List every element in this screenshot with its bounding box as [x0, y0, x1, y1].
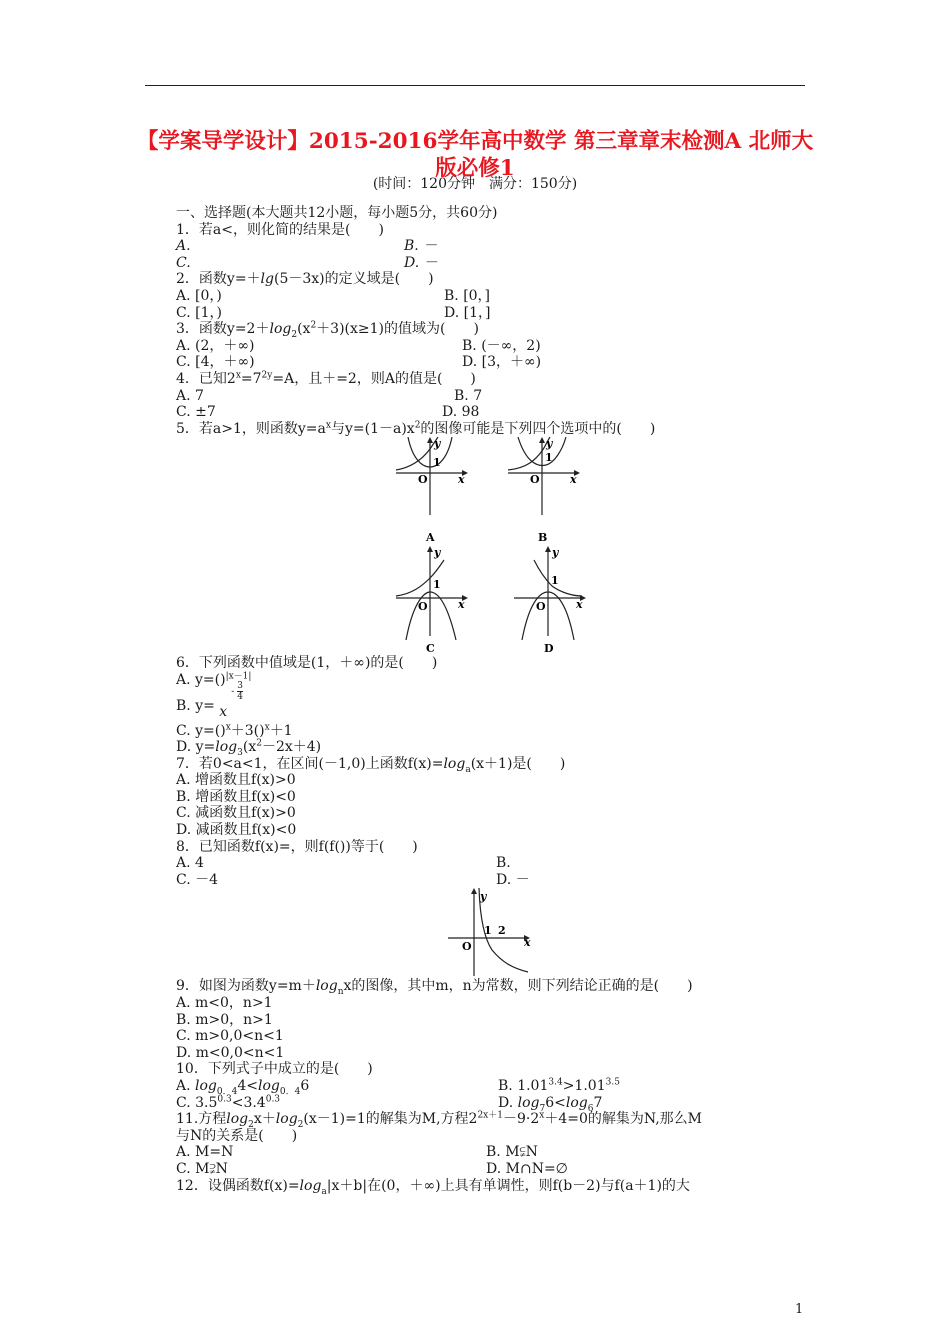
- q11-stem: [176, 1111, 816, 1128]
- q1-option-a: A.: [176, 238, 191, 255]
- q10-stem: 10．下列式子中成立的是( ): [176, 1061, 373, 1078]
- q8-option-a: A. 4: [176, 855, 204, 872]
- q3-option-b: B. (－∞，2): [462, 337, 541, 354]
- q11-stem-line-2: 与N的关系是( ): [176, 1127, 298, 1144]
- q9-option-b: B. m>0，n>1: [176, 1011, 273, 1028]
- q11-option-d: D. M∩N=∅: [486, 1160, 568, 1177]
- q11-exp-2: x: [539, 1110, 545, 1121]
- q9-stem-text-2: x的图像，其中m，n为常数，则下列结论正确的是( ): [343, 978, 693, 995]
- q6-option-d: [176, 739, 816, 756]
- q3-option-c: C. [4，＋∞): [176, 354, 255, 371]
- q11-stem-text: 11.方程: [176, 1111, 227, 1128]
- title-line-1: 【学案导学设计】2015-2016学年高中数学 第三章章末检测A 北师大: [136, 129, 814, 154]
- q6-d-mid: (x: [242, 739, 257, 756]
- q3-row-cd: [176, 354, 816, 371]
- q4-option-b: B. 7: [454, 387, 483, 404]
- q8-stem: 8．已知函数f(x)=，则f(f())等于( ): [176, 838, 418, 855]
- header-rule: [145, 85, 805, 86]
- q11-mid-2: (x－1)=1的解集为M,方程2: [303, 1111, 478, 1128]
- q10-c-exp-1: 0.3: [217, 1093, 232, 1104]
- q1-option-d: D. －: [404, 254, 438, 271]
- q5a-origin: O: [418, 473, 428, 487]
- q7-stem-base: a: [465, 764, 471, 775]
- q9-origin: O: [462, 940, 472, 954]
- q10-a-fn-2: log: [257, 1078, 280, 1094]
- q7-option-b: B. 增函数且f(x)<0: [176, 788, 296, 805]
- q5c-origin: O: [418, 600, 428, 614]
- q5c-one: 1: [433, 578, 441, 592]
- q6-b-var: x: [219, 703, 228, 720]
- q5-exp-2: 2: [414, 420, 421, 431]
- q1-stem: 1．若a<，则化简的结果是( ): [176, 221, 384, 238]
- q6-c-text: C. y=(): [176, 722, 226, 739]
- q5-stem-mid: 与y=(1－a)x: [330, 420, 415, 437]
- q4-row-ab: [176, 388, 816, 405]
- q6-c-exp-1: x: [225, 721, 231, 732]
- q4-exp-2: 2y: [261, 370, 273, 381]
- q10-d-post: 7: [593, 1094, 603, 1111]
- q11-base-2: 2: [297, 1119, 304, 1130]
- q10-a-base-2: 0．4: [279, 1086, 301, 1097]
- q10-b-mid: >1.01: [562, 1078, 606, 1094]
- q1-option-c: C.: [176, 254, 191, 271]
- q5c-y: y: [434, 546, 441, 560]
- q9-tick-2: 2: [498, 924, 506, 938]
- q6-b-exponent: [231, 681, 243, 702]
- q3-stem-base: 2: [291, 329, 298, 340]
- q11-option-a: A. M=N: [176, 1144, 234, 1161]
- q7-stem-text: 7．若0<a<1，在区间(－1,0)上函数f(x)=: [176, 755, 444, 772]
- q12-stem: [176, 1178, 816, 1195]
- q3-stem-exp: 2: [310, 320, 317, 331]
- q8-option-c: C. －4: [176, 871, 219, 888]
- q5c-x: x: [458, 598, 465, 612]
- q2-option-a: A. [0，): [176, 287, 222, 304]
- q6-d-text: D. y=: [176, 739, 216, 756]
- q10-d-fn-1: log: [517, 1094, 540, 1111]
- q10-row-cd: [176, 1095, 816, 1112]
- q11-mid-1: x＋: [253, 1111, 276, 1128]
- q6-b-exp-den: 4: [237, 691, 243, 702]
- q11-row-ab: [176, 1144, 816, 1161]
- q6-b-text: B. y=: [176, 697, 215, 714]
- q9-stem: [176, 978, 816, 998]
- q4-stem-text-2: =A，且＋=2，则A的值是( ): [272, 370, 476, 387]
- q7-option-a: A. 增函数且f(x)>0: [176, 772, 296, 789]
- q6-option-a: [176, 672, 816, 689]
- q9-y: y: [480, 890, 487, 904]
- q12-base: a: [321, 1186, 327, 1197]
- q10-c-text: C. 3.5: [176, 1094, 218, 1111]
- q10-option-a: [176, 1078, 310, 1097]
- q5-graph-d: [512, 546, 596, 657]
- q9-figure-block: [176, 888, 816, 978]
- q5a-x: x: [458, 473, 465, 487]
- q10-a-fn-1: log: [195, 1078, 217, 1094]
- q5-stem-text-2: 的图像可能是下列四个选项中的( ): [420, 420, 656, 437]
- q4-stem-text: 4．已知2: [176, 370, 236, 387]
- q3-stem-text: 3．函数y=2＋: [176, 321, 270, 338]
- q4-option-d: D. 98: [442, 404, 480, 421]
- q5-graph-c: [394, 546, 478, 657]
- q5a-one: 1: [433, 456, 441, 470]
- q5-label-c: C: [426, 642, 435, 654]
- q10-d-base-1: 7: [539, 1103, 546, 1114]
- q10-b-text: B. 1.01: [498, 1078, 549, 1094]
- q1-row-ab: [176, 238, 816, 255]
- q3-stem-mid: (x: [297, 321, 311, 338]
- q7-option-c: C. 减函数且f(x)>0: [176, 805, 296, 822]
- q3-option-a: A. (2，＋∞): [176, 337, 255, 354]
- q7-option-d: D. 减函数且f(x)<0: [176, 822, 297, 839]
- q6-a-text: A. y=(): [176, 671, 226, 688]
- q9-option-c: C. m>0,0<n<1: [176, 1028, 284, 1045]
- q6-option-b: [176, 680, 816, 723]
- q5-graph-b: [506, 437, 590, 548]
- q10-d-mid: 6<: [545, 1094, 566, 1111]
- q5a-y: y: [434, 437, 441, 451]
- q10-c-exp-2: 0.3: [265, 1093, 281, 1104]
- q2-stem-fn: lg: [260, 271, 274, 288]
- q5-figure-row-2: [176, 546, 816, 655]
- q1-row-cd: [176, 255, 816, 272]
- q4-stem: [176, 371, 816, 388]
- q4-stem-mid: =7: [240, 370, 262, 387]
- q2-stem-text-2: (5－3x)的定义域是( ): [274, 271, 434, 288]
- q11-mid-3: －9·2: [502, 1111, 540, 1128]
- q11-option-b: B. M⫋N: [486, 1144, 538, 1161]
- q2-stem: [176, 271, 816, 288]
- q9-stem-base: n: [337, 987, 344, 998]
- q10-option-c: [176, 1095, 280, 1111]
- q9-x: x: [524, 936, 531, 950]
- q11-row-cd: [176, 1161, 816, 1178]
- q5d-y: y: [552, 546, 559, 560]
- q2-row-ab: [176, 288, 816, 305]
- q3-stem: [176, 321, 816, 338]
- exam-info: (时间：120分钟 满分：150分): [372, 176, 578, 192]
- q12-stem-text-2: |x＋b|在(0，＋∞)上具有单调性，则f(b－2)与f(a＋1)的大: [326, 1177, 690, 1194]
- q6-b-exp-num: 3: [237, 680, 243, 691]
- q5b-one: 1: [545, 451, 553, 465]
- q5d-origin: O: [536, 600, 546, 614]
- q10-d-base-2: 6: [587, 1103, 594, 1114]
- q6-d-exp: 2: [256, 738, 262, 749]
- q6-option-c: [176, 723, 816, 740]
- q3-stem-text-2: ＋3)(x≥1)的值域为( ): [316, 321, 479, 338]
- q10-row-ab: [176, 1078, 816, 1095]
- q5b-y: y: [546, 437, 553, 451]
- title-line-2: 版必修1: [435, 156, 515, 181]
- q6-b-exp-sign: -: [231, 686, 235, 697]
- q11-option-c: C. M⫌N: [176, 1160, 228, 1177]
- q6-d-post: －2x＋4): [261, 739, 322, 756]
- q11-base-1: 2: [248, 1119, 254, 1130]
- q10-a-label: A.: [176, 1078, 191, 1094]
- q8-option-d: D. －: [496, 871, 530, 888]
- q9-tick-1: 1: [484, 924, 492, 938]
- question-list: [176, 205, 816, 1197]
- q5b-origin: O: [530, 473, 540, 487]
- q9-log-graph: [446, 888, 546, 982]
- q5d-x: x: [576, 598, 583, 612]
- q6-d-base: 3: [237, 747, 243, 758]
- q5-graph-a: [394, 437, 478, 548]
- page-number: 1: [795, 1302, 804, 1317]
- q5b-x: x: [570, 473, 577, 487]
- q9-stem-text: 9．如图为函数y=m＋: [176, 978, 316, 995]
- q2-option-c: C. [1，): [176, 304, 222, 321]
- q8-row-ab: [176, 855, 816, 872]
- q6-a-exp: |x－1|: [225, 671, 252, 682]
- q4-option-c: C. ±7: [176, 404, 216, 421]
- q10-c-mid: <3.4: [231, 1094, 266, 1111]
- q5d-one: 1: [551, 574, 559, 588]
- q11-exp-1: 2x＋1: [477, 1110, 503, 1121]
- q3-option-d: D. [3，＋∞): [462, 354, 542, 371]
- q5-exp-1: x: [325, 420, 331, 431]
- q7-stem-text-2: (x＋1)是( ): [470, 755, 566, 772]
- q7-stem-fn: log: [443, 755, 466, 772]
- q6-c-post: ＋1: [269, 722, 293, 739]
- q10-b-exp-2: 3.5: [605, 1077, 620, 1088]
- q10-b-exp-1: 3.4: [548, 1077, 563, 1088]
- q10-option-d: [498, 1095, 602, 1112]
- q5-label-d: D: [544, 642, 554, 654]
- q4-option-a: A. 7: [176, 387, 204, 404]
- q10-option-b: [498, 1078, 620, 1095]
- q9-option-d: D. m<0,0<n<1: [176, 1044, 285, 1061]
- q6-c-exp-2: x: [264, 721, 270, 732]
- q5-stem-text: 5．若a>1，则函数y=a: [176, 420, 326, 437]
- q5-figure-row-1: [176, 437, 816, 546]
- q11-fn-2: log: [275, 1111, 298, 1128]
- q3-stem-fn: log: [269, 321, 292, 338]
- q6-c-mid: ＋3(): [230, 722, 265, 739]
- q7-stem: [176, 756, 816, 773]
- q10-a-mid: 4<: [237, 1078, 258, 1094]
- q8-option-b: B.: [496, 855, 511, 872]
- q11-post: ＋4=0的解集为N,那么M: [544, 1111, 703, 1128]
- q2-option-d: D. [1，]: [444, 304, 491, 321]
- q9-option-a: A. m<0，n>1: [176, 995, 273, 1012]
- q3-row-ab: [176, 338, 816, 355]
- q12-fn: log: [299, 1177, 322, 1194]
- q6-d-fn: log: [215, 739, 238, 756]
- q10-a-post: 6: [300, 1078, 310, 1094]
- q2-stem-text: 2．函数y=＋: [176, 271, 261, 288]
- q10-d-label: D.: [498, 1094, 514, 1111]
- q11-fn-1: log: [226, 1111, 249, 1128]
- q4-row-cd: [176, 404, 816, 421]
- q9-stem-fn: log: [315, 978, 338, 995]
- q5-stem: [176, 421, 816, 438]
- q5-label-a: A: [426, 531, 435, 545]
- q10-a-base-1: 0．4: [216, 1086, 238, 1097]
- section-heading: 一、选择题(本大题共12小题，每小题5分，共60分): [176, 205, 498, 221]
- q6-stem: 6．下列函数中值域是(1，＋∞)的是( ): [176, 655, 438, 672]
- q2-option-b: B. [0，]: [444, 287, 491, 304]
- q10-d-fn-2: log: [565, 1094, 588, 1111]
- q8-row-cd: [176, 872, 816, 889]
- q4-exp-1: x: [235, 370, 241, 381]
- q12-stem-text: 12．设偶函数f(x)=: [176, 1177, 300, 1194]
- q1-option-b: B. －: [404, 238, 438, 255]
- q2-row-cd: [176, 305, 816, 322]
- q5-label-b: B: [538, 531, 548, 545]
